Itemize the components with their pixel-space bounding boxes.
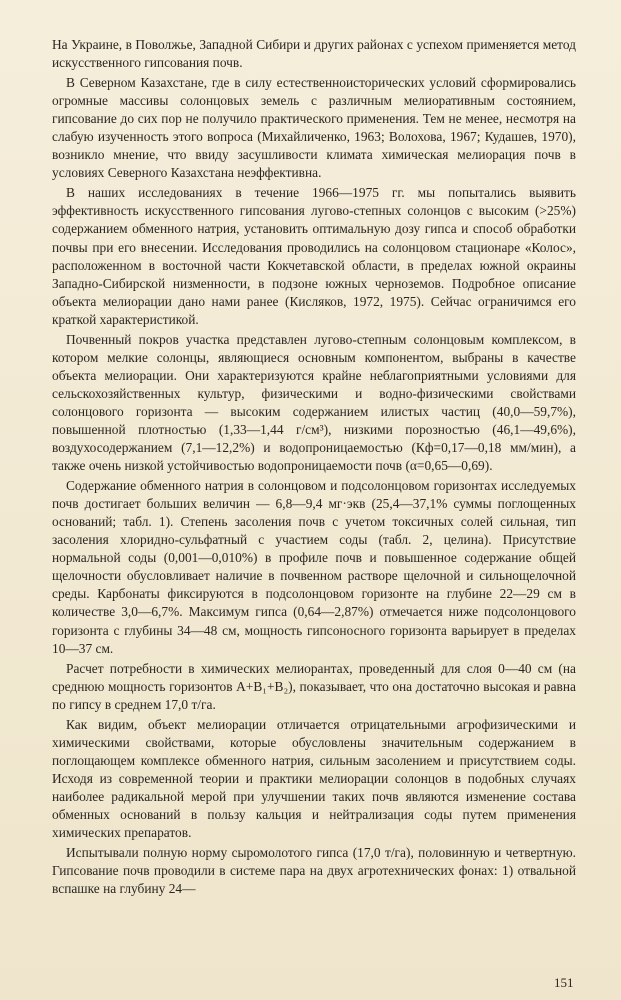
paragraph-1: На Украине, в Поволжье, Западной Сибири и других районах с успехом применяется метод искусственного гипсования почв. xyxy=(52,37,576,71)
body-text xyxy=(52,36,576,898)
page-number: 151 xyxy=(554,975,574,990)
paragraph-7: Как видим, объект мелиорации отличается отрицательными агрофизическими и химическими свойствами, которые обусловлены значительным содержанием в поглощающем комплексе обменного натрия, сильным засолением и присутствием соды. Исходя из современной теории и практики мелиорации солонцов в подобных случаях наиболее радикальной мерой при улучшении таких почв являются изменение состава обменных оснований в пользу кальция и нейтрализация соды путем применения химических препаратов. xyxy=(52,716,576,841)
paragraph-6: Расчет потребности в химических мелиорантах, проведенный для слоя 0—40 см (на среднюю мощность горизонтов A+B₁+B₂), показывает, что она достаточно высокая и равна по гипсу в среднем 17,0 т/га. xyxy=(52,660,576,712)
paragraph-3: В наших исследованиях в течение 1966—1975 гг. мы попытались выявить эффективность искусственного гипсования лугово-степных солонцов с высоким (>25%) содержанием обменного натрия, установить оптимальную дозу гипса и способ обработки почвы при его внесении. Исследования проводились на солонцовом стационаре «Колос», расположенном в восточной части Кокчетавской области, в пределах южной окраины Западно-Сибирской низменности, в подзоне южных черноземов. Подробное описание объекта мелиорации дано нами ранее (Кисляков, 1972, 1975). Сейчас ограничимся его краткой характеристикой. xyxy=(52,185,576,327)
paragraph-4: Почвенный покров участка представлен лугово-степным солонцовым комплексом, в котором мелкие солонцы, являющиеся основным компонентом, выбраны в качестве объекта мелиорации. Они характеризуются крайне неблагоприятными условиями для сельскохозяйственных культур, физическими и водно-физическими свойствами солонцового горизонта — высоким содержанием илистых частиц (40,0—59,7%), повышенной плотностью (1,33—1,44 г/см³), низкими порозностью (46,1—49,6%), воздухосодержанием (7,1—12,2%) и водопроницаемостью (Кф=0,17—0,18 мм/мин), а также очень низкой устойчивостью водопроницаемости почв (α=0,65—0,69). xyxy=(52,331,576,474)
paragraph-2: В Северном Казахстане, где в силу естественноисторических условий сформировались огромные массивы солонцовых земель с различным мелиоративным состоянием, гипсование до сих пор не получило практического применения. Тем не менее, несмотря на слабую изученность этого вопроса (Михайличенко, 1963; Волохова, 1967; Кудашев, 1970), возникло мнение, что ввиду засушливости климата химическая мелиорация почв в условиях Северного Казахстана неэффективна. xyxy=(52,75,576,181)
paragraph-5: Содержание обменного натрия в солонцовом и подсолонцовом горизонтах исследуемых почв достигает больших величин — 6,8—9,4 мг·экв (25,4—37,1% суммы поглощенных оснований; табл. 1). Степень засоления почв с учетом токсичных солей сильная, тип засоления хлоридно-сульфатный с участием соды (табл. 2, целина). Присутствие нормальной соды (0,001—0,010%) в профиле почв и повышенное содержание общей щелочности обусловливает наличие в почвенном растворе щелочной и сильнощелочной среды. Карбонаты фиксируются в подсолонцовом горизонте на глубине 22—29 см в количестве 3,0—6,7%. Максимум гипса (0,64—2,87%) отмечается ниже подсолонцового горизонта с глубины 34—48 см, мощность гипсоносного горизонта варьирует в пределах 10—37 см. xyxy=(52,478,576,656)
paragraph-8: Испытывали полную норму сыромолотого гипса (17,0 т/га), половинную и четвертную. Гипсование почв проводили в системе пара на двух агротехнических фонах: 1) отвальной вспашке на глубину 24— xyxy=(52,845,576,897)
